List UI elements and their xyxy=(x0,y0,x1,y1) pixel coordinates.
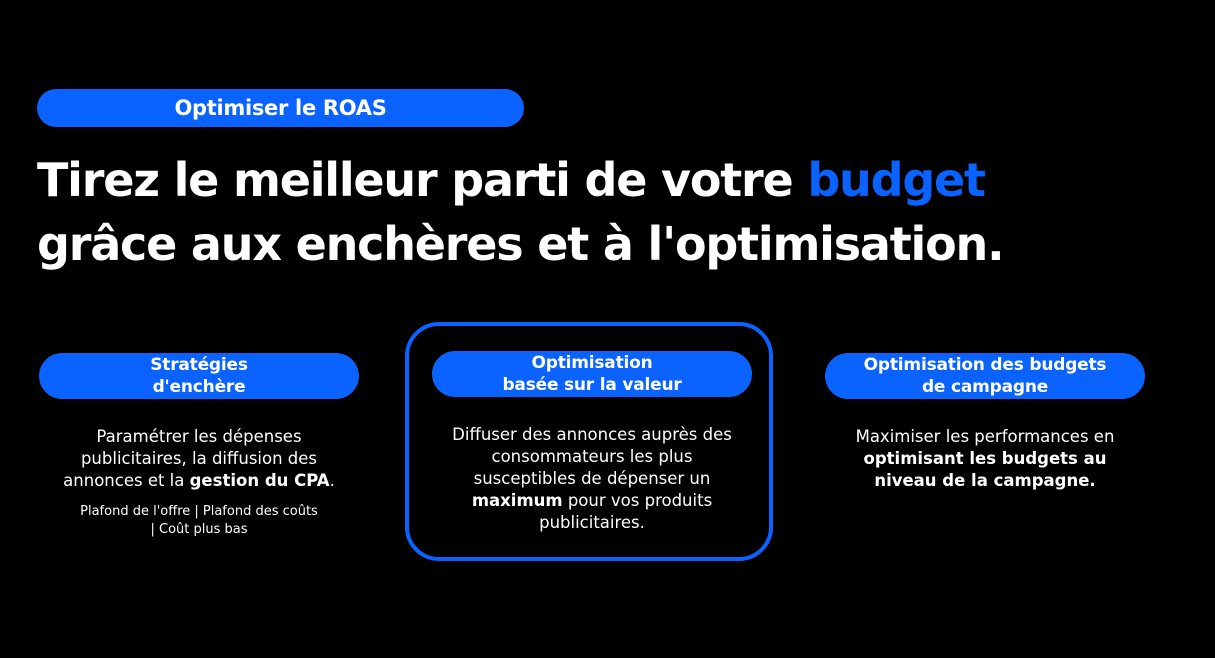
headline-accent-word: budget xyxy=(807,153,985,207)
column-description xyxy=(39,426,359,492)
column-description xyxy=(825,426,1145,492)
headline-line-1 xyxy=(37,148,1187,212)
description-bold-text: optimisant les budgets au niveau de la campagne. xyxy=(863,449,1107,490)
column-title-line: Optimisation des budgets xyxy=(863,355,1107,375)
description-text: Maximiser les performances en xyxy=(855,427,1115,446)
column-value-based-optimisation xyxy=(432,351,752,534)
description-text: Paramétrer les dépenses publicitaires, la diffusion des annonces et la xyxy=(63,427,318,490)
headline-line-2: grâce aux enchères et à l'optimisation. xyxy=(37,217,1004,271)
headline-prefix: Tirez le meilleur parti de votre xyxy=(37,153,808,207)
column-title-line: Optimisation xyxy=(531,353,653,373)
column-description xyxy=(432,424,752,534)
column-title-line: de campagne xyxy=(921,377,1049,397)
section-badge: Optimiser le ROAS xyxy=(37,89,524,127)
column-note: Plafond de l'offre | Plafond des coûts | Coût plus bas xyxy=(80,504,318,537)
column-campaign-budget-optimisation xyxy=(825,353,1145,492)
description-text: . xyxy=(329,471,335,490)
page-headline xyxy=(37,148,1187,276)
description-text: pour vos produits publicitaires. xyxy=(539,491,713,532)
description-text: Diffuser des annonces auprès des consommateurs les plus susceptibles de dépenser un xyxy=(452,425,732,488)
column-title-line: basée sur la valeur xyxy=(502,375,682,395)
column-bidding-strategies xyxy=(39,353,359,539)
description-bold-text: maximum xyxy=(471,491,563,510)
column-title-pill xyxy=(825,353,1145,399)
description-bold-text: gestion du CPA xyxy=(189,471,330,490)
column-title-pill xyxy=(39,353,359,399)
column-title-line: Stratégies xyxy=(150,355,248,375)
column-title-pill xyxy=(432,351,752,397)
column-title-line: d'enchère xyxy=(152,377,246,397)
